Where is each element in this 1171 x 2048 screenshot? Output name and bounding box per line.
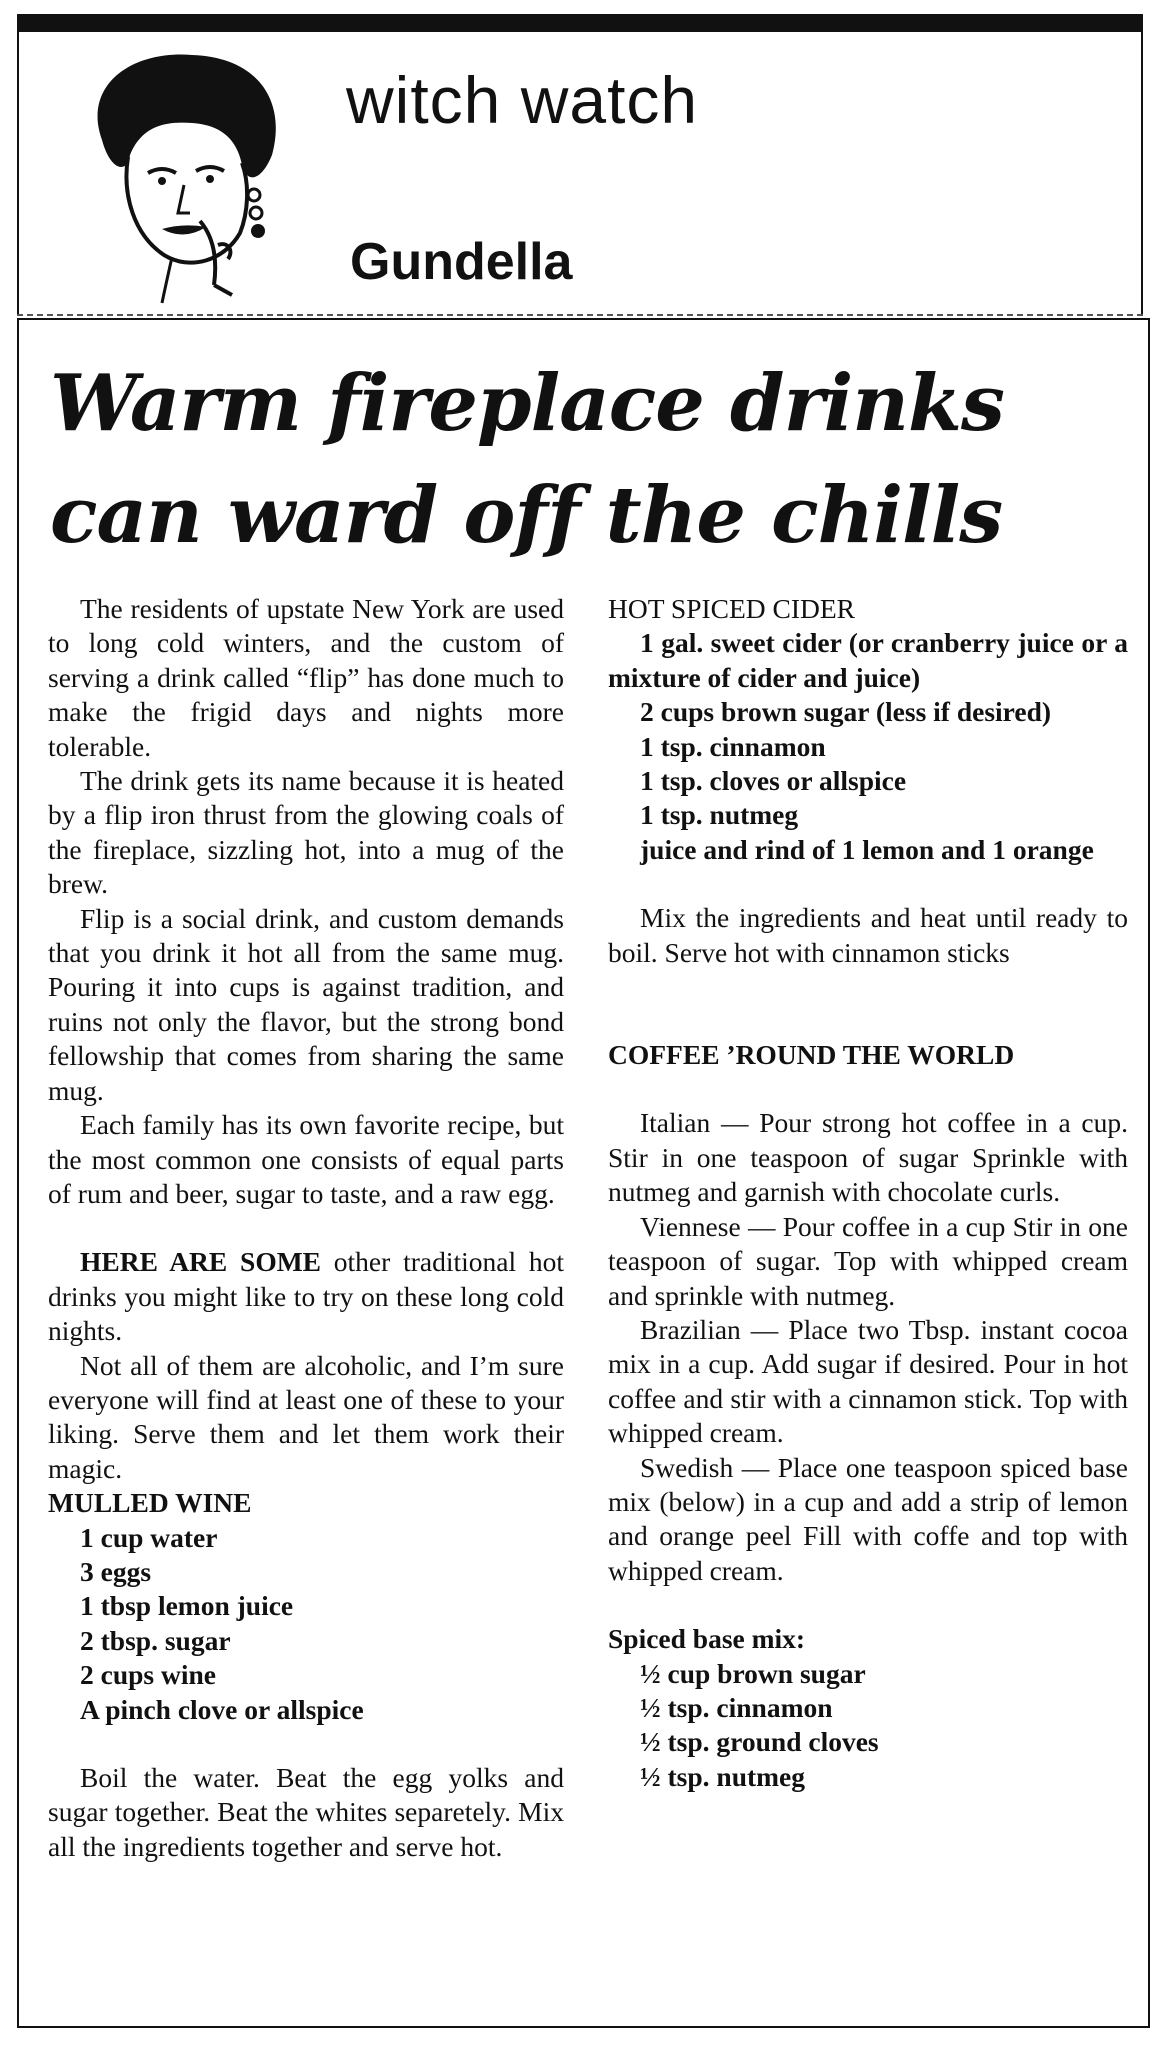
mulled-wine-title: MULLED WINE (48, 1487, 252, 1519)
coffee-title: COFFEE ’ROUND THE WORLD (608, 1039, 1015, 1071)
masthead-rule (17, 14, 1143, 32)
spiced-base-title: Spiced base mix: (608, 1623, 806, 1655)
cider-directions: Mix the ingredients and heat until ready to boil. Serve hot with cinnamon sticks (608, 902, 1128, 968)
mulled-ingredient: 2 tbsp. sugar (80, 1624, 231, 1656)
mulled-ingredient: 2 cups wine (80, 1659, 216, 1691)
family-recipe-paragraph: Each family has its own favorite recipe, but the most common one consists of equal parts of rum and beer, sugar to taste, and a raw egg. (48, 1109, 564, 1209)
cider-ingredient: 2 cups brown sugar (less if desired) (640, 696, 1052, 728)
cider-title: HOT SPICED CIDER (608, 593, 856, 624)
intro-paragraph: The residents of upstate New York are used to long cold winters, and the custom of serving a drink called “flip” has done much to make the frigid days and nights more tolerable. (48, 593, 564, 762)
coffee-viennese: Viennese — Pour coffee in a cup Stir in one teaspoon of sugar. Top with whipped cream and sprinkle with nutmeg. (608, 1210, 1128, 1311)
spiced-ingredient: ½ cup brown sugar (640, 1657, 866, 1689)
mulled-ingredient: A pinch clove or allspice (80, 1693, 364, 1725)
cider-ingredient: 1 gal. sweet cider (or cranberry juice or a mixture of cider and juice) (608, 627, 1128, 693)
spiced-ingredient: ½ tsp. nutmeg (640, 1760, 806, 1792)
here-are-some-text: other traditional hot drinks you might like to try on these long cold nights. (48, 1246, 564, 1347)
not-all-paragraph: Not all of them are alcoholic, and I’m sure everyone will find at least one of these to your liking. Serve them and let them work their magic. (48, 1349, 564, 1484)
cider-ingredient: juice and rind of 1 lemon and 1 orange (640, 833, 1094, 865)
headline (50, 348, 1130, 572)
author-byline: Gundella (350, 233, 573, 291)
mulled-ingredient: 1 tbsp lemon juice (80, 1590, 294, 1622)
headline-line-1: Warm fireplace drinks (50, 358, 1004, 449)
mulled-ingredient: 3 eggs (80, 1555, 152, 1587)
cider-ingredient: 1 tsp. cloves or allspice (640, 765, 907, 797)
here-are-some-lead: HERE ARE SOME (80, 1246, 322, 1278)
here-are-some-paragraph (48, 1245, 564, 1348)
header-divider (17, 314, 1143, 316)
coffee-swedish: Swedish — Place one teaspoon spiced base mix (below) in a cup and add a strip of lemon and orange peel Fill with coffe and top with whipped cream. (608, 1451, 1128, 1586)
cider-ingredient: 1 tsp. nutmeg (640, 799, 799, 831)
mulled-directions: Boil the water. Beat the egg yolks and sugar together. Beat the whites separetely. Mix all the ingredients together and serve hot. (48, 1762, 564, 1862)
coffee-brazilian: Brazilian — Place two Tbsp. instant cocoa mix in a cup. Add sugar if desired. Pour in hot coffee and stir with a cinnamon stick. Top with whipped cream. (608, 1313, 1128, 1449)
spiced-ingredient: ½ tsp. cinnamon (640, 1691, 833, 1723)
spiced-ingredient: ½ tsp. ground cloves (640, 1726, 879, 1758)
right-column (608, 592, 1128, 1794)
coffee-italian: Italian — Pour strong hot coffee in a cup. Stir in one teaspoon of sugar Sprinkle with nutmeg and garnish with chocolate curls. (608, 1107, 1128, 1208)
flip-name-paragraph: The drink gets its name because it is heated by a flip iron thrust from the glowing coals of the fireplace, sizzling hot, into a mug of the brew. (48, 765, 564, 900)
column-kicker: witch watch (346, 63, 699, 137)
left-column (48, 592, 564, 1864)
flip-social-paragraph: Flip is a social drink, and custom demands that you drink it hot all from the same mug. Pouring it into cups is against tradition, and ruins not only the flavor, but the strong bond fellowship that comes from sharing the same mug. (48, 902, 564, 1106)
gundella-portrait (72, 45, 302, 305)
mulled-ingredient: 1 cup water (80, 1521, 218, 1553)
cider-ingredient: 1 tsp. cinnamon (640, 730, 826, 762)
headline-line-2: can ward off the chills (50, 470, 1003, 561)
